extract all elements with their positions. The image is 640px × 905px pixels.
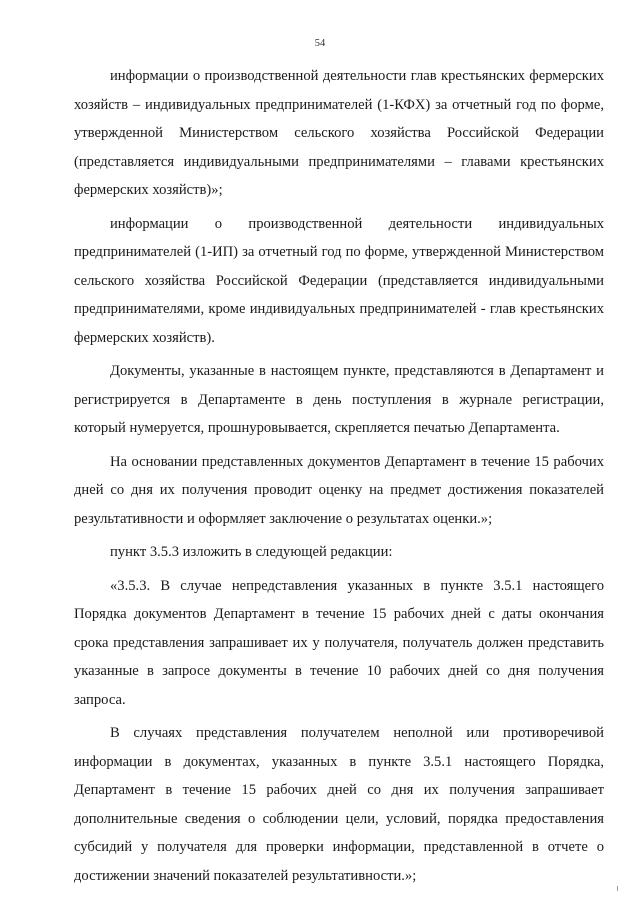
paragraph: информации о производственной деятельности глав крестьянских фермерских хозяйств – индивидуальных предпринимателей (1-КФХ) за отчетный год по форме, утвержденной Министерством сельского хозяйства Российской Федерации (представляется индивидуальными предпринимателями – главами крестьянских фермерских хозяйств)»; xyxy=(74,68,604,198)
document-body xyxy=(74,62,604,890)
paragraph: пункт 3.5.3 изложить в следующей редакции: xyxy=(110,544,393,560)
paragraph: «3.5.3. В случае непредставления указанных в пункте 3.5.1 настоящего Порядка документов Департамент в течение 15 рабочих дней с даты окончания срока представления запрашивает их у получателя, получатель должен представить указанные в запросе документы в течение 10 рабочих дней со дня получения запроса. xyxy=(74,577,604,708)
scan-mark xyxy=(617,886,618,891)
paragraph: На основании представленных документов Департамент в течение 15 рабочих дней со дня их получения проводит оценку на предмет достижения показателей результативности и оформляет заключение о результатах оценки.»; xyxy=(74,453,604,527)
paragraph: Документы, указанные в настоящем пункте, представляются в Департамент и регистрируется в Департаменте в день поступления в журнале регистрации, который нумеруется, прошнуровывается, скрепляется печатью Департамента. xyxy=(74,363,604,436)
page-number: 54 xyxy=(314,38,326,49)
paragraph: В случаях представления получателем неполной или противоречивой информации в документах, указанных в пункте 3.5.1 настоящего Порядка, Департамент в течение 15 рабочих дней со дня их получения запрашивает дополнительные сведения о соблюдении цели, условий, порядка предоставления субсидий у получателя для проверки информации, представленной в отчете о достижении значений показателей результативности.»; xyxy=(74,725,604,884)
paragraph: информации о производственной деятельности индивидуальных предпринимателей (1-ИП) за отчетный год по форме, утвержденной Министерством сельского хозяйства Российской Федерации (представляется индивидуальными предпринимателями, кроме индивидуальных предпринимателей - глав крестьянских фермерских хозяйств). xyxy=(74,215,604,346)
